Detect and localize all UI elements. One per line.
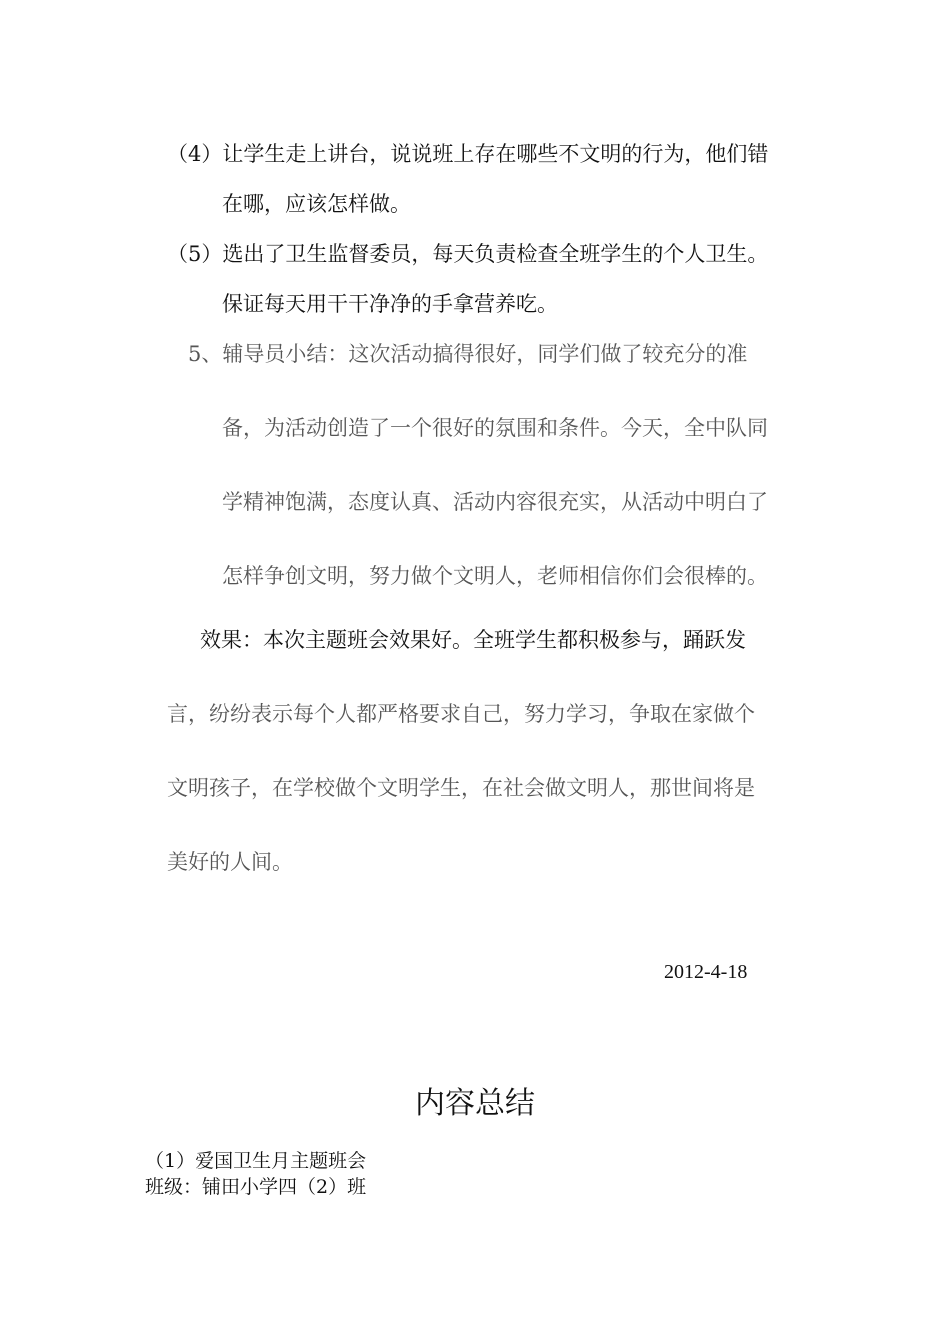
- summary-line-1: （1）爱国卫生月主题班会: [145, 1150, 367, 1172]
- list-item-5-line-1: （5）选出了卫生监督委员，每天负责检查全班学生的个人卫生。: [167, 242, 769, 266]
- content-summary-title: 内容总结: [415, 1086, 535, 1121]
- effect-line-2: 言，纷纷表示每个人都严格要求自己，努力学习，争取在家做个: [167, 702, 755, 726]
- document-date: 2012-4-18: [664, 961, 748, 983]
- list-item-5-line-2: 保证每天用干干净净的手拿营养吃。: [222, 292, 558, 316]
- effect-line-3: 文明孩子，在学校做个文明学生，在社会做文明人，那世间将是: [167, 776, 755, 800]
- list-item-4-line-2: 在哪，应该怎样做。: [222, 192, 411, 216]
- counselor-summary-line-1: 5、辅导员小结：这次活动搞得很好，同学们做了较充分的准: [188, 342, 748, 366]
- effect-line-4: 美好的人间。: [167, 850, 293, 874]
- counselor-summary-line-3: 学精神饱满，态度认真、活动内容很充实，从活动中明白了: [222, 490, 768, 514]
- counselor-summary-line-2: 备，为活动创造了一个很好的氛围和条件。今天，全中队同: [222, 416, 768, 440]
- summary-line-2: 班级：铺田小学四（2）班: [145, 1176, 367, 1198]
- counselor-summary-line-4: 怎样争创文明，努力做个文明人，老师相信你们会很棒的。: [222, 564, 768, 588]
- list-item-4-line-1: （4）让学生走上讲台，说说班上存在哪些不文明的行为，他们错: [167, 142, 769, 166]
- effect-line-1: 效果：本次主题班会效果好。全班学生都积极参与，踊跃发: [200, 628, 746, 652]
